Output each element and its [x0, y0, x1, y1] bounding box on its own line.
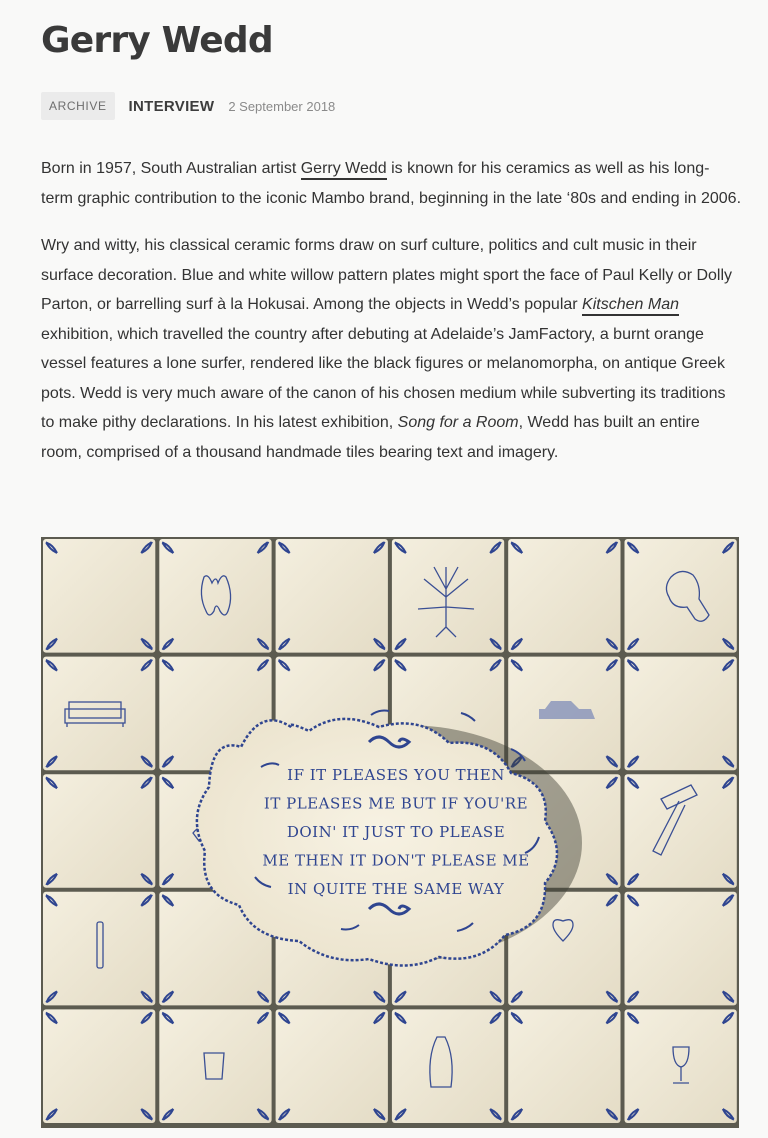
article-date: 2 September 2018	[228, 98, 336, 114]
paragraph-2	[41, 231, 741, 467]
ceramic-tile	[508, 1009, 620, 1123]
tile-wall-illustration	[41, 537, 739, 1128]
ceramic-tile	[276, 1009, 388, 1123]
tile-wall-photo	[41, 537, 739, 1128]
plate-inscription-line: DOIN' IT JUST TO PLEASE	[286, 823, 506, 841]
paragraph-text: , Wedd has built an entire room, comprised of a thousand handmade tiles bearing text and imagery.	[41, 414, 700, 461]
paragraph-1	[41, 154, 741, 213]
ceramic-tile	[625, 1009, 737, 1123]
ceramic-tile	[43, 657, 155, 771]
ceramic-tile	[43, 539, 155, 653]
plate-inscription-line: IN QUITE THE SAME WAY	[287, 880, 505, 898]
ceramic-tile	[276, 539, 388, 653]
paragraph-text: Born in 1957, South Australian artist	[41, 160, 301, 177]
archive-tag[interactable]: ARCHIVE	[41, 92, 115, 120]
gerry-wedd-link[interactable]: Gerry Wedd	[301, 160, 387, 180]
ceramic-tile	[625, 774, 737, 888]
ceramic-tile	[625, 657, 737, 771]
ceramic-tile	[508, 539, 620, 653]
paragraph-text: Wry and witty, his classical ceramic forms draw on surf culture, politics and cult music in their surface decoration. Blue and white willow pattern plates might sport the face of Paul Kelly or Dolly Parton, or barrelling surf à la Hokusai. Among the objects in Wedd’s popular	[41, 237, 733, 313]
ceramic-tile	[159, 1009, 271, 1123]
ceramic-tile	[43, 1009, 155, 1123]
kitschen-man-link[interactable]	[582, 296, 679, 316]
paragraph-text: is known for his ceramics as well as his long-term graphic contribution to the iconic Mambo brand, beginning in the late ‘80s and ending in 2006.	[41, 160, 742, 207]
interview-tag[interactable]: INTERVIEW	[128, 97, 215, 115]
ceramic-tile	[625, 892, 737, 1006]
ceramic-tile	[625, 539, 737, 653]
article-title: Gerry Wedd	[41, 20, 273, 61]
plate-inscription-line: ME THEN IT DON'T PLEASE ME	[262, 851, 530, 870]
article-body	[41, 154, 741, 485]
ceramic-tile	[43, 892, 155, 1006]
article-meta	[41, 92, 335, 120]
paragraph-text: exhibition, which travelled the country after debuting at Adelaide’s JamFactory, a burnt orange vessel features a lone surfer, rendered like the black figures or melanomorpha, on antique Greek pots. Wedd is very much aware of the canon of his chosen medium while subverting its traditions to make pithy declarations. In his latest exhibition,	[41, 325, 726, 431]
plate-inscription-line: IT PLEASES ME BUT IF YOU'RE	[263, 794, 529, 813]
song-for-a-room-title: Song for a Room	[397, 414, 519, 431]
ceramic-tile	[392, 1009, 504, 1123]
ceramic-tile	[43, 774, 155, 888]
kitschen-man-link-text: Kitschen Man	[582, 296, 679, 313]
plate-inscription-line: IF IT PLEASES YOU THEN	[287, 766, 505, 784]
ceramic-tile	[159, 539, 271, 653]
